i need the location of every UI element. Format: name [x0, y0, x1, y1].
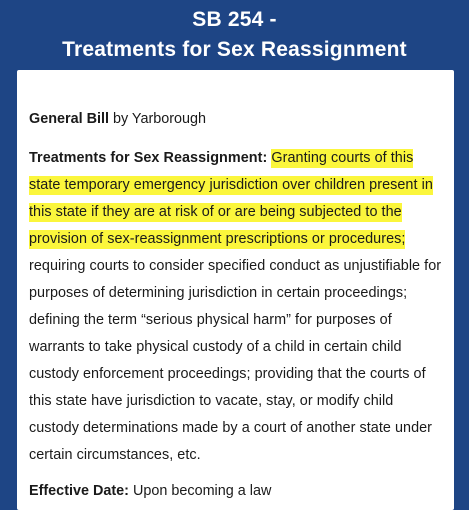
bill-type-label: General Bill [29, 111, 109, 127]
summary-text: requiring courts to consider specified conduct as unjustifiable for purposes of determining jurisdiction in certain proceedings; defining the term “serious physical harm” for purposes of warrants to take physical custody of a child in certain child custody enforcement proceedings; providing that the courts of this state have jurisdiction to vacate, stay, or modify child custody determinations made by a court of another state under certain circumstances, etc. [29, 258, 442, 463]
bill-name-title: Treatments for Sex Reassignment [62, 38, 407, 61]
bill-subject-label: Treatments for Sex Reassignment: [29, 150, 268, 166]
effective-date-value: Upon becoming a law [128, 483, 272, 499]
bill-number-title: SB 254 - [192, 8, 277, 31]
effective-date-label: Effective Date: [29, 483, 129, 499]
bill-sponsor: by Yarborough [108, 111, 207, 127]
bill-summary-paragraph [29, 145, 447, 469]
highlighted-summary-text: Granting courts of this state temporary emergency jurisdiction over children present in this state if they are at risk of or are being subjected to the provision of sex-reassignment prescriptions or procedures; [29, 150, 433, 247]
page-header [0, 0, 469, 70]
bill-summary-card [17, 70, 454, 510]
effective-date-line [29, 480, 447, 502]
bill-summary-content [29, 108, 447, 502]
bill-type-line [29, 108, 447, 130]
